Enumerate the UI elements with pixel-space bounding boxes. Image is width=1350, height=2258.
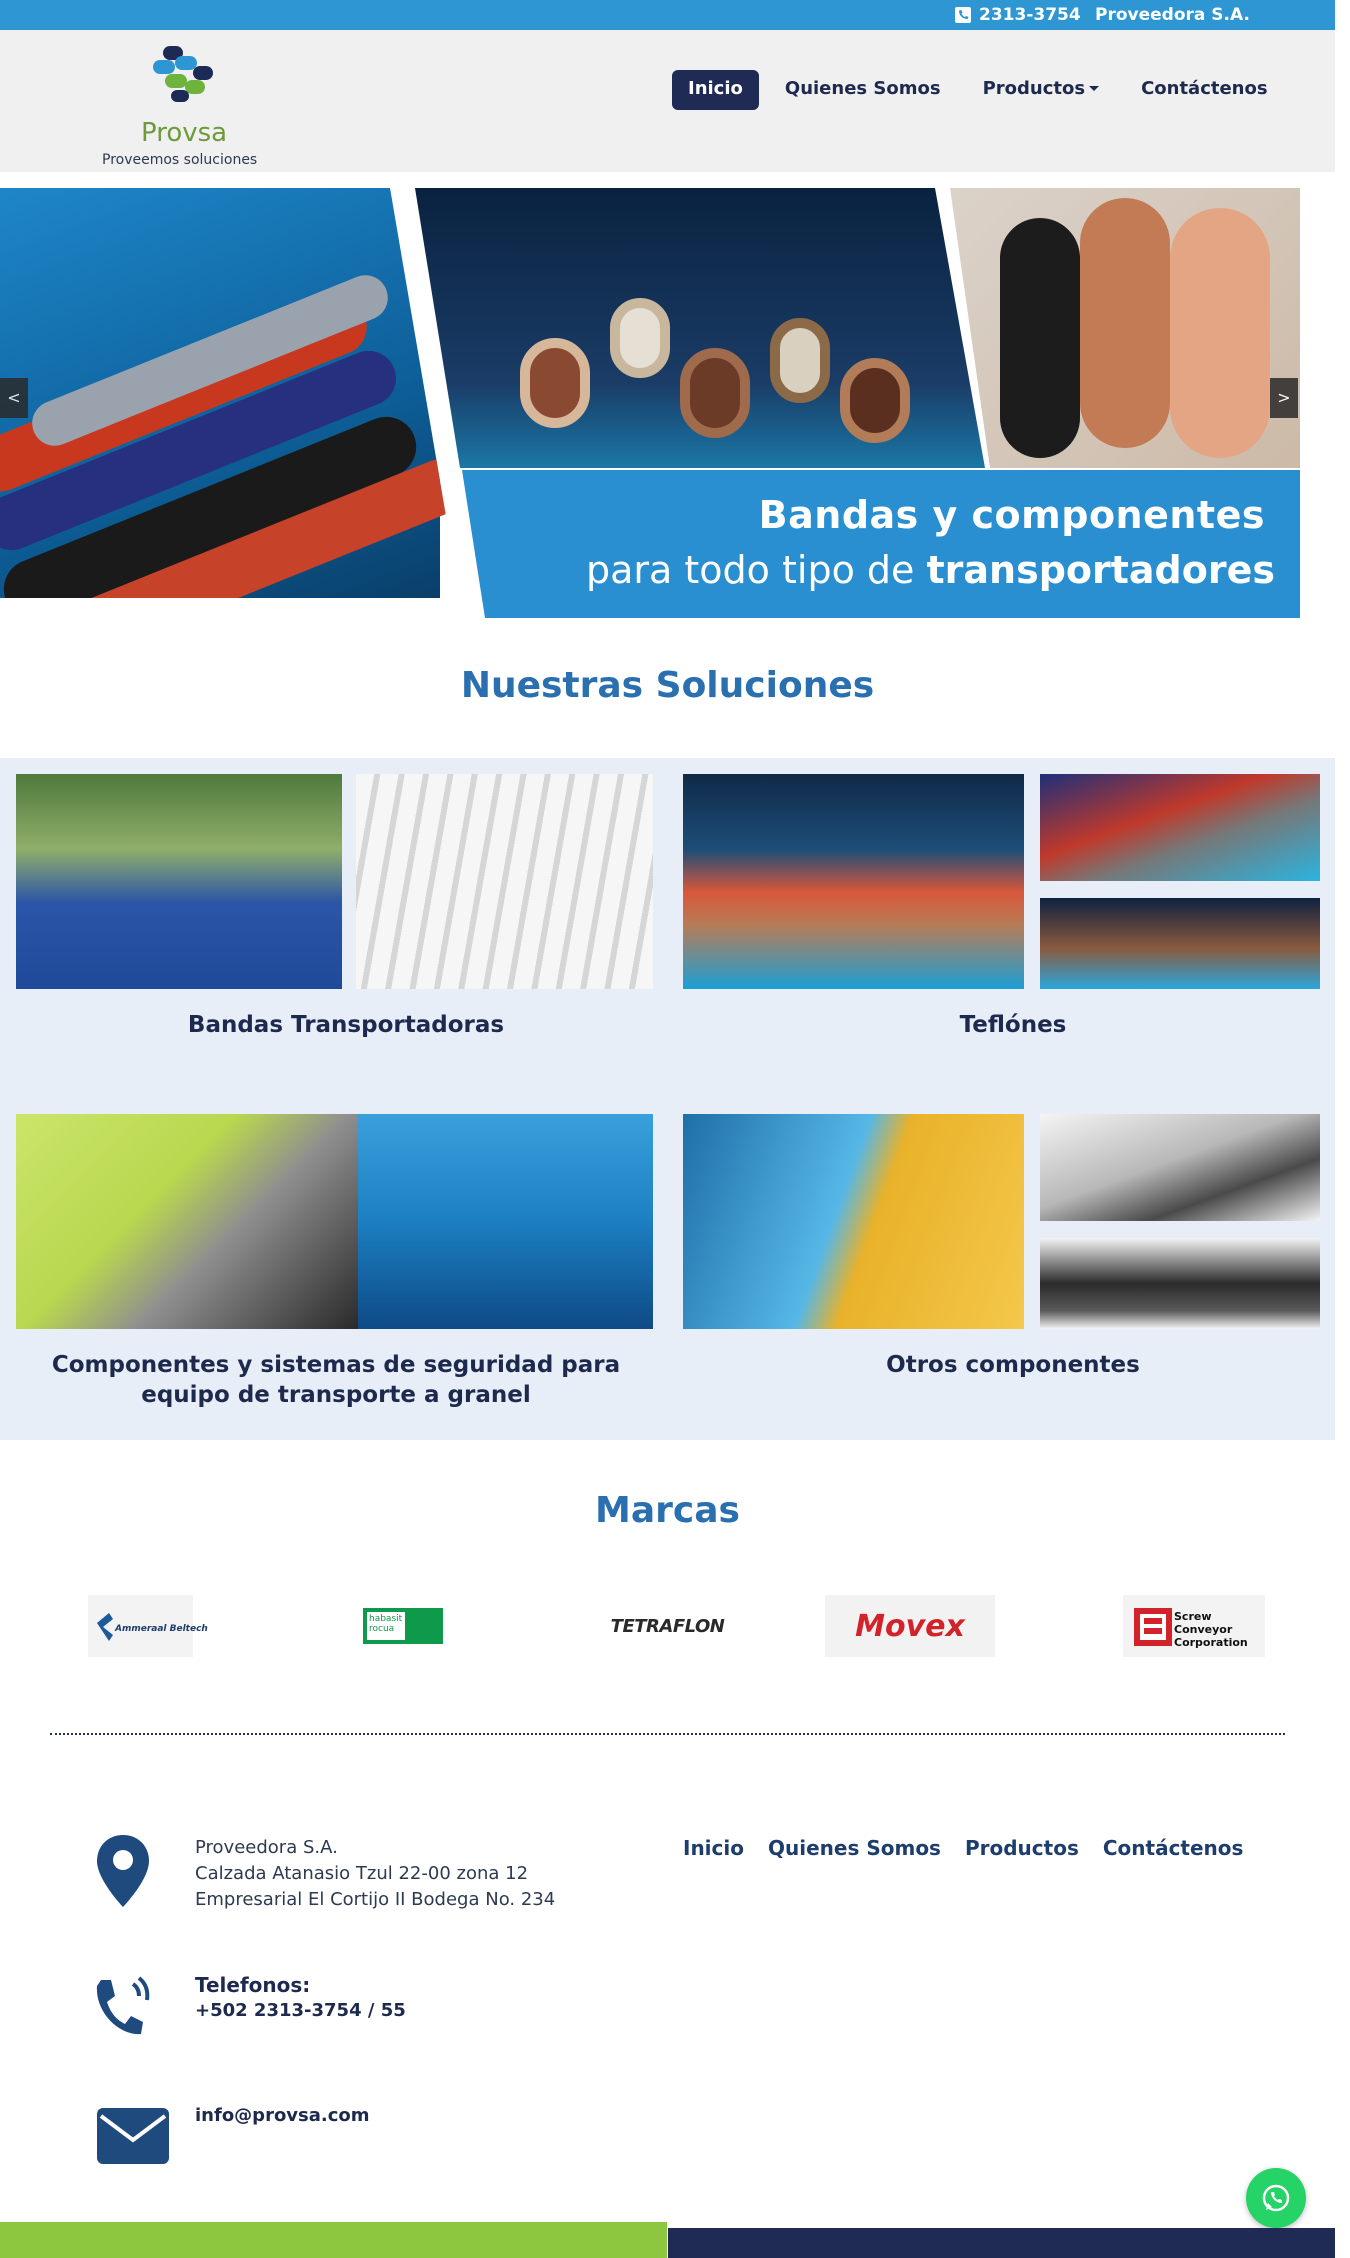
nav-productos-label: Productos [982, 78, 1086, 99]
footer-bar-green [0, 2222, 667, 2258]
slider-prev-button[interactable]: < [0, 378, 28, 418]
brand-habasit[interactable] [360, 1595, 445, 1657]
footer-nav-contactenos[interactable]: Contáctenos [1102, 1836, 1244, 1860]
brand-tetraflon[interactable] [605, 1595, 730, 1657]
solution-image-teflones [683, 774, 1320, 989]
phones-value[interactable]: +502 2313-3754 / 55 [195, 2000, 406, 2021]
topbar-phone[interactable] [955, 5, 1081, 25]
hero-headline: Bandas y componentes [758, 493, 1265, 537]
solution-caption: Bandas Transportadoras [187, 1012, 505, 1038]
site-header [0, 30, 1335, 172]
logo-mark-icon [145, 42, 225, 112]
footer-bar-navy [668, 2228, 1335, 2258]
phones-label: Telefonos: [195, 1973, 311, 1997]
solution-caption: Otros componentes [886, 1352, 1140, 1378]
footer-address [195, 1835, 555, 1913]
solution-image-otros [683, 1114, 1320, 1329]
whatsapp-button[interactable] [1246, 2168, 1306, 2228]
brands-title: Marcas [595, 1490, 740, 1531]
brand-screw-conveyor[interactable] [1123, 1595, 1265, 1657]
brand-name: Ammeraal Beltech [114, 1624, 208, 1634]
address-line: Calzada Atanasio Tzul 22-00 zona 12 [195, 1863, 529, 1884]
solution-image-bandas [16, 774, 653, 989]
section-divider [50, 1733, 1285, 1735]
site-logo[interactable] [100, 40, 280, 168]
brand-name: Movex [855, 1608, 965, 1644]
habasit-logo-icon [361, 1606, 445, 1646]
chevron-down-icon [1089, 86, 1099, 91]
screw-conveyor-logo-icon [1124, 1600, 1264, 1652]
solution-caption: Teflónes [959, 1012, 1067, 1038]
brands-row [0, 1595, 1335, 1665]
footer-nav-quienes-somos[interactable]: Quienes Somos [768, 1836, 941, 1860]
email-icon [97, 2108, 169, 2164]
brand-name: TETRAFLON [610, 1615, 725, 1637]
footer-nav-productos[interactable]: Productos [964, 1836, 1079, 1860]
phone-ringing-icon [95, 1970, 155, 2042]
solution-image-componentes [16, 1114, 653, 1329]
brand-name: habasit rocua [368, 1614, 402, 1634]
phone-icon [955, 7, 971, 23]
hero-subheadline-prefix: para todo tipo de [586, 548, 927, 592]
nav-inicio[interactable]: Inicio [672, 70, 759, 110]
nav-quienes-somos[interactable]: Quienes Somos [784, 78, 941, 99]
hero-subheadline-bold: transportadores [926, 548, 1275, 592]
hero-image-rolls [0, 188, 440, 598]
slider-next-button[interactable]: > [1270, 378, 1298, 418]
solution-caption: Componentes y sistemas de seguridad para equipo de transporte a granel [51, 1352, 621, 1408]
main-nav [672, 70, 1294, 110]
brand-ammeraal[interactable] [88, 1595, 208, 1657]
footer-email[interactable]: info@provsa.com [195, 2105, 370, 2126]
footer-nav-inicio[interactable]: Inicio [683, 1836, 744, 1860]
footer-phones [195, 1972, 406, 2024]
address-line: Empresarial El Cortijo II Bodega No. 234 [195, 1889, 556, 1910]
ammeraal-logo-icon [91, 1601, 208, 1651]
solutions-section [0, 758, 1335, 1440]
top-bar [0, 0, 1335, 30]
whatsapp-icon [1260, 2182, 1292, 2214]
topbar-phone-number: 2313-3754 [979, 5, 1081, 25]
brand-movex[interactable] [825, 1595, 995, 1657]
logo-name: Provsa [141, 118, 228, 148]
address-line: Proveedora S.A. [195, 1837, 338, 1858]
hero-slider[interactable] [0, 188, 1300, 618]
brand-name: Screw Conveyor Corporation [1174, 1610, 1248, 1649]
logo-tagline: Proveemos soluciones [102, 152, 258, 168]
footer-nav [683, 1836, 1267, 1860]
topbar-company: Proveedora S.A. [1095, 5, 1250, 25]
hero-subheadline [586, 548, 1275, 592]
map-pin-icon [97, 1835, 149, 1907]
nav-productos[interactable] [967, 70, 1116, 110]
solutions-title: Nuestras Soluciones [460, 665, 875, 706]
nav-contactenos[interactable]: Contáctenos [1141, 78, 1268, 99]
